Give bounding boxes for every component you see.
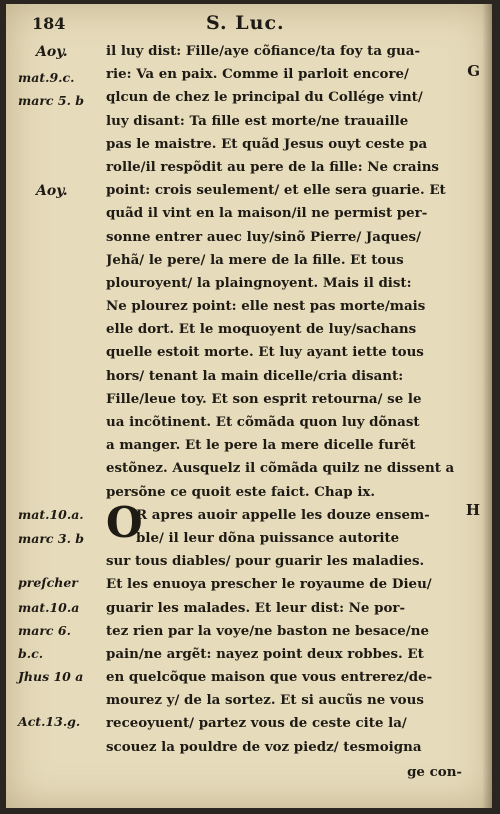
text-line: rolle/il respõdit au pere de la fille: Ne crains <box>106 158 439 175</box>
text-line: mourez y/ de la sortez. Et si aucũs ne vous <box>106 692 424 709</box>
margin-note: Aoy. <box>36 44 68 60</box>
margin-note: marc 5. b <box>18 93 85 108</box>
text-line: ble/ il leur dõna puissance autorite <box>136 529 400 546</box>
text-line: scouez la pouldre de voz piedz/ tesmoigna <box>106 738 422 755</box>
margin-note: marc 3. b <box>18 531 85 546</box>
text-line: il luy dist: Fille/aye cõfiance/ta foy ta gua- <box>106 43 421 59</box>
text-line: Fille/leue toy. Et son esprit retourna/ se le <box>106 390 422 407</box>
margin-note: mat.10.a <box>18 600 80 615</box>
catchword: ge con- <box>407 764 462 780</box>
margin-note: Act.13.g. <box>18 714 81 729</box>
margin-note: mat.9.c. <box>18 70 75 85</box>
text-line: sonne entrer auec luy/sinõ Pierre/ Jaques/ <box>106 228 421 245</box>
margin-note: mat.10.a. <box>18 507 84 522</box>
text-line: point: crois seulement/ et elle sera guarie. Et <box>106 182 446 199</box>
text-line: hors/ tenant la main dicelle/cria disant: <box>106 367 404 384</box>
text-line: luy disant: Ta fille est morte/ne trauaille <box>106 112 409 129</box>
text-line: quelle estoit morte. Et luy ayant iette tous <box>106 344 424 361</box>
page-number: 184 <box>32 14 66 33</box>
margin-letter-marker: G <box>467 62 480 80</box>
text-line: estõnez. Ausquelz il cõmãda quilz ne dissent a <box>106 460 455 477</box>
body-text <box>106 40 468 759</box>
margin-notes <box>6 4 106 808</box>
running-title: S. Luc. <box>206 12 285 34</box>
text-line: en quelcõque maison que vous entrerez/de- <box>106 669 433 686</box>
page-spine-shadow <box>482 4 492 808</box>
drop-capital: O <box>106 498 143 547</box>
text-line: rie: Va en paix. Comme il parloit encore/ <box>106 66 409 83</box>
text-line: a manger. Et le pere la mere dicelle furẽt <box>106 437 416 454</box>
text-line: pain/ne argẽt: nayez point deux robbes. Et <box>106 645 424 662</box>
text-line: ua incõtinent. Et cõmãda quon luy dõnast <box>106 414 420 430</box>
margin-letter-marker: H <box>465 501 480 519</box>
book-page <box>6 4 492 808</box>
text-line: tez rien par la voye/ne baston ne besace/ne <box>106 622 429 639</box>
text-line: R apres auoir appelle les douze ensem- <box>136 506 430 523</box>
margin-note: marc 6. <box>18 623 71 638</box>
text-line: guarir les malades. Et leur dist: Ne por- <box>106 599 406 616</box>
text-line: sur tous diables/ pour guarir les maladies. <box>106 553 425 570</box>
text-line: Et les enuoya prescher le royaume de Dieu/ <box>106 576 432 593</box>
margin-note: b.c. <box>18 646 44 661</box>
text-line: Jehã/ le pere/ la mere de la fille. Et tous <box>106 251 404 268</box>
text-line: receoyuent/ partez vous de ceste cite la/ <box>106 715 407 732</box>
margin-note: Aoy. <box>36 183 68 199</box>
text-line: Ne plourez point: elle nest pas morte/mais <box>106 298 426 315</box>
chapter-heading-line: persõne ce quoit este faict. Chap ix. <box>106 483 376 500</box>
text-line: quãd il vint en la maison/il ne permist per- <box>106 205 428 222</box>
text-line: plouroyent/ la plaingnoyent. Mais il dist: <box>106 274 412 291</box>
text-line: qlcun de chez le principal du Collége vint/ <box>106 89 423 106</box>
margin-note: Jhus 10 a <box>18 669 84 684</box>
text-line: pas le maistre. Et quãd Jesus ouyt ceste pa <box>106 135 428 152</box>
text-line: elle dort. Et le moquoyent de luy/sachans <box>106 321 417 338</box>
margin-note: preſcher <box>18 575 78 590</box>
